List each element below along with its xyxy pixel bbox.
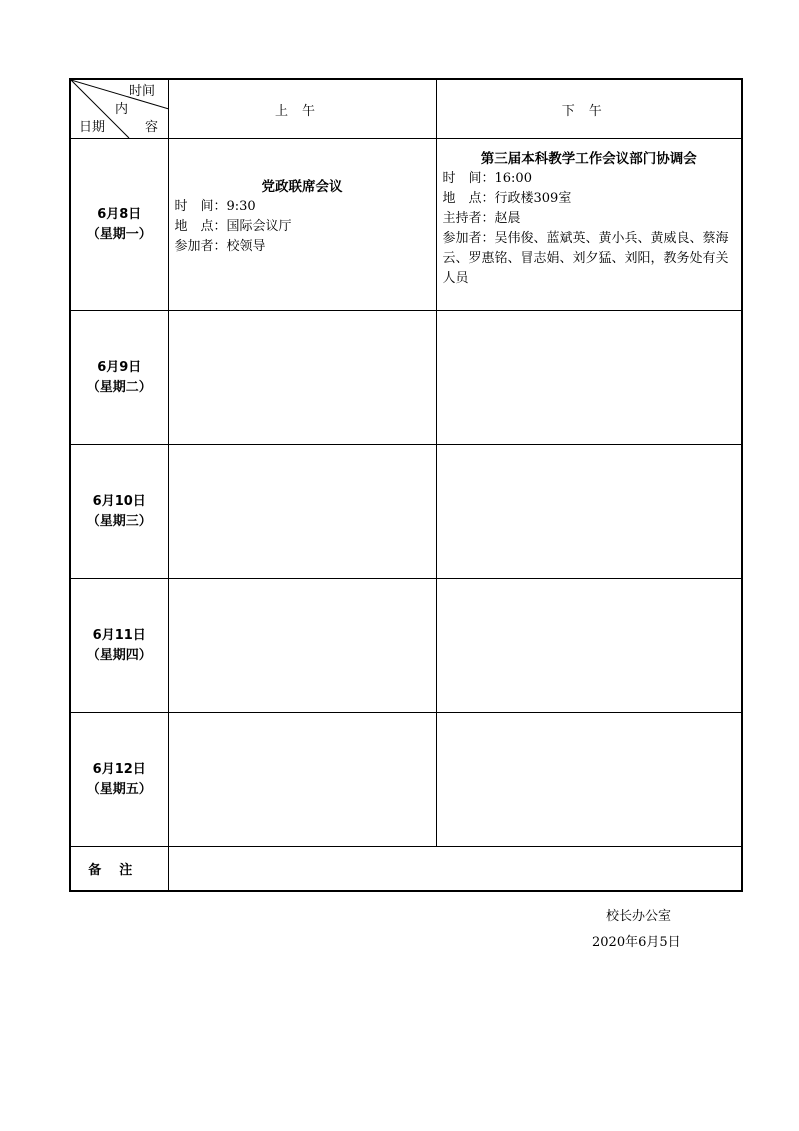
corner-header-cell <box>70 79 168 139</box>
note-label: 备注 <box>70 847 168 892</box>
day-row-thursday <box>70 579 742 713</box>
corner-date-label: 日期 <box>79 120 106 135</box>
morning-column-header: 上午 <box>168 79 436 139</box>
schedule-table <box>69 78 743 892</box>
weekday-label: （星期二） <box>86 379 152 395</box>
meeting-attendees: 参加者：校领导 <box>174 239 266 254</box>
meeting-place: 地 点：国际会议厅 <box>174 219 292 234</box>
thursday-am-cell <box>168 579 436 713</box>
meeting-host: 主持者：赵晨 <box>442 211 521 226</box>
weekday-label: （星期一） <box>86 226 152 242</box>
weekday-label: （星期三） <box>86 513 152 529</box>
date-label: 6月12日 <box>92 761 146 777</box>
date-cell <box>70 139 168 311</box>
meeting-title: 党政联席会议 <box>261 179 343 195</box>
day-row-wednesday <box>70 445 742 579</box>
day-row-friday <box>70 713 742 847</box>
corner-content-label: 内 <box>115 102 129 117</box>
friday-pm-cell <box>436 713 742 847</box>
corner-rong-label: 容 <box>145 120 159 135</box>
monday-pm-cell <box>436 139 742 311</box>
date-label: 6月9日 <box>97 359 142 375</box>
weekday-label: （星期五） <box>86 781 152 797</box>
weekday-label: （星期四） <box>86 647 152 663</box>
thursday-pm-cell <box>436 579 742 713</box>
issue-date: 2020年6月5日 <box>592 935 681 950</box>
note-content-cell <box>168 847 742 892</box>
date-cell <box>70 445 168 579</box>
meeting-time: 时 间：9:30 <box>174 199 256 214</box>
afternoon-column-header: 下午 <box>436 79 742 139</box>
meeting-attendees: 参加者：吴伟俊、蓝斌英、黄小兵、黄威良、蔡海云、罗惠铭、冒志娟、刘夕猛、刘阳，教务处有关人员 <box>442 231 729 286</box>
friday-am-cell <box>168 713 436 847</box>
tuesday-pm-cell <box>436 311 742 445</box>
date-label: 6月10日 <box>92 493 146 509</box>
meeting-title: 第三届本科教学工作会议部门协调会 <box>480 151 697 167</box>
issuing-office: 校长办公室 <box>606 909 672 924</box>
tuesday-am-cell <box>168 311 436 445</box>
meeting-place: 地 点：行政楼309室 <box>442 191 572 206</box>
corner-time-label: 时间 <box>129 84 156 99</box>
day-row-tuesday <box>70 311 742 445</box>
date-label: 6月11日 <box>92 627 146 643</box>
monday-am-cell <box>168 139 436 311</box>
day-row-monday <box>70 139 742 311</box>
meeting-time: 时 间：16:00 <box>442 171 532 186</box>
header-row <box>70 79 742 139</box>
note-row <box>70 847 742 892</box>
date-cell <box>70 311 168 445</box>
wednesday-pm-cell <box>436 445 742 579</box>
wednesday-am-cell <box>168 445 436 579</box>
date-cell <box>70 713 168 847</box>
date-label: 6月8日 <box>97 206 142 222</box>
date-cell <box>70 579 168 713</box>
